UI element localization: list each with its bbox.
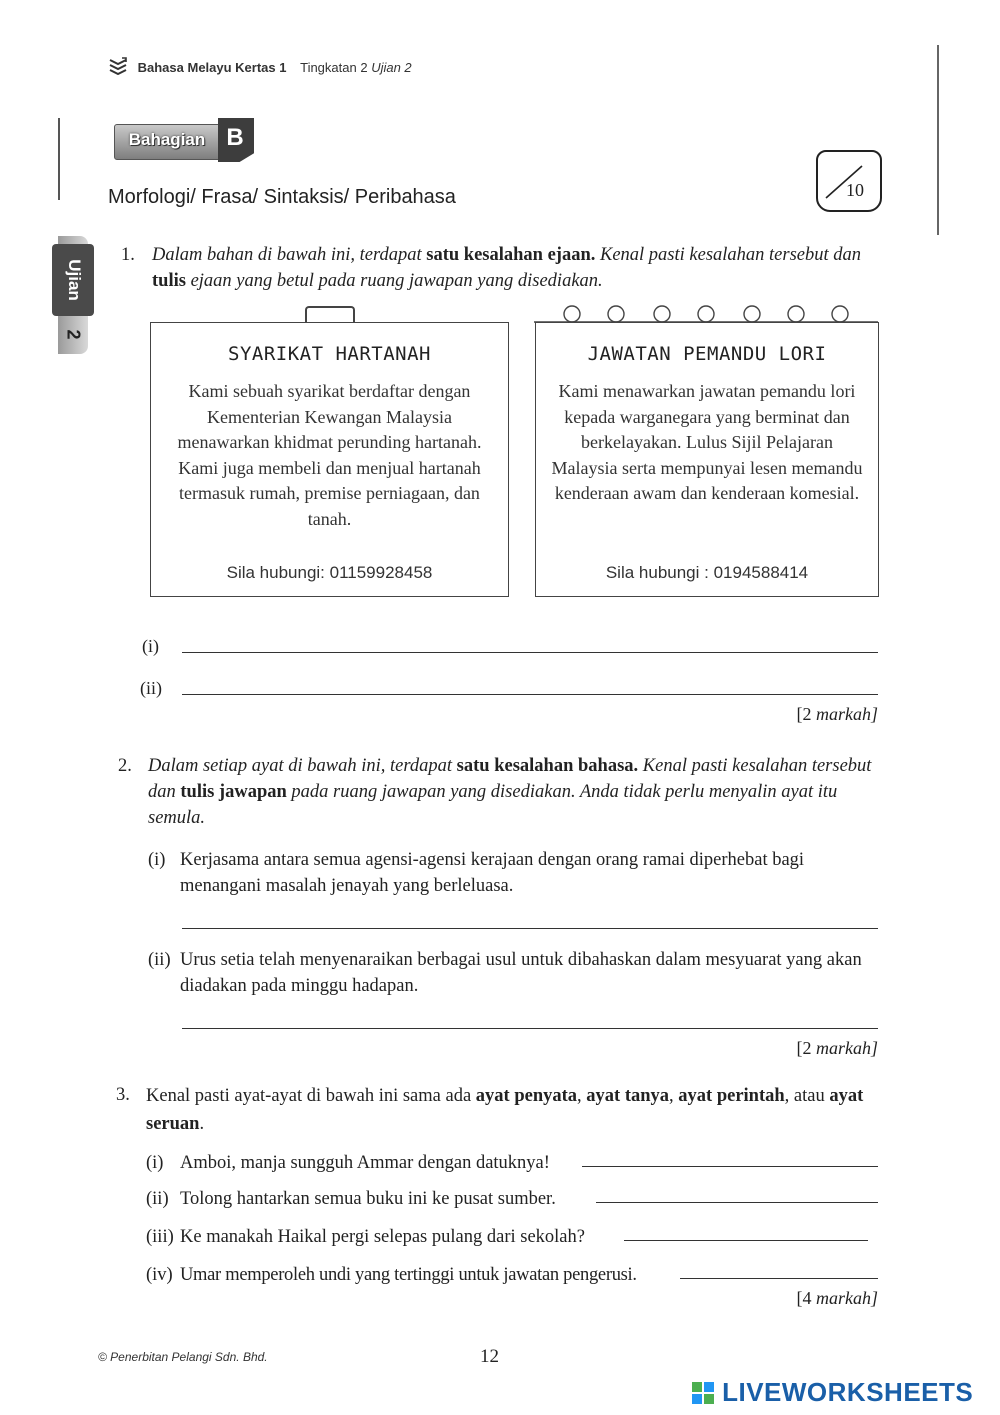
q2-item-label-ii: (ii): [148, 950, 171, 970]
card2-title: JAWATAN PEMANDU LORI: [587, 343, 827, 365]
right-margin-rule: [937, 45, 939, 235]
q3-item-label-ii: (ii): [146, 1189, 169, 1209]
book-icon: [108, 57, 128, 75]
header-test: Ujian 2: [371, 60, 412, 75]
score-box: [816, 150, 882, 212]
liveworksheets-grid-icon: [692, 1382, 714, 1404]
q2-answer-line-i[interactable]: [182, 928, 878, 929]
card2-chain-icon: [534, 304, 878, 324]
section-badge-letter: B: [226, 124, 244, 151]
card-syarikat-hartanah: [150, 322, 509, 597]
header-level: Tingkatan 2: [300, 60, 368, 75]
side-tab-number: 2: [63, 329, 84, 340]
q3-instruction: Kenal pasti ayat-ayat di bawah ini sama ada ayat penyata, ayat tanya, ayat perintah, atau ayat seruan.: [146, 1086, 864, 1134]
q2-marks: [2 markah]: [796, 1038, 878, 1058]
page-header: [108, 57, 412, 75]
q3-item-text-iv: Umar memperoleh undi yang tertinggi untuk jawatan pengerusi.: [180, 1265, 637, 1285]
q3-item-text-iii: Ke manakah Haikal pergi selepas pulang dari sekolah?: [180, 1227, 585, 1247]
liveworksheets-logo: [692, 1377, 973, 1405]
q3-item-text-ii: Tolong hantarkan semua buku ini ke pusat sumber.: [180, 1189, 556, 1209]
card1-contact: Sila hubungi: 01159928458: [226, 563, 433, 582]
q1-answer-line-i[interactable]: [182, 652, 878, 653]
card-jawatan-pemandu-lori: [535, 322, 879, 597]
q2-number: 2.: [118, 756, 132, 776]
q2-item-text-i: Kerjasama antara semua agensi-agensi kerajaan dengan orang ramai diperhebat bagi menangani masalah jenayah yang berleluasa.: [180, 850, 805, 896]
score-total: 10: [846, 180, 864, 200]
q2-item-text-ii: Urus setia telah menyenaraikan berbagai usul untuk dibahaskan dalam mesyuarat yang akan diadakan pada minggu hadapan.: [180, 950, 862, 996]
q1-answer-line-ii[interactable]: [182, 694, 878, 695]
q3-item-label-iii: (iii): [146, 1227, 174, 1247]
q3-number: 3.: [116, 1085, 130, 1105]
section-badge: [110, 118, 260, 164]
liveworksheets-brand: LIVEWORKSHEETS: [722, 1377, 974, 1407]
section-title: Morfologi/ Frasa/ Sintaksis/ Peribahasa: [108, 186, 456, 208]
q3-marks: [4 markah]: [796, 1288, 878, 1308]
q2-answer-line-ii[interactable]: [182, 1028, 878, 1029]
q3-item-text-i: Amboi, manja sungguh Ammar dengan datuknya!: [180, 1153, 550, 1173]
q3-answer-line-iii[interactable]: [624, 1240, 868, 1241]
q3-item-label-i: (i): [146, 1153, 164, 1173]
q3-answer-line-ii[interactable]: [596, 1202, 878, 1203]
page-number: 12: [480, 1346, 499, 1367]
q3-item-label-iv: (iv): [146, 1265, 173, 1285]
q1-answer-label-ii: (ii): [140, 678, 162, 698]
card1-title: SYARIKAT HARTANAH: [228, 343, 431, 365]
card1-body: Kami sebuah syarikat berdaftar dengan Kementerian Kewangan Malaysia menawarkan khidmat perunding hartanah. Kami juga membeli dan menjual hartanah termasuk rumah, premise perniagaan, dan tanah.: [177, 381, 482, 529]
section-badge-word: Bahagian: [128, 130, 206, 149]
side-tab: [58, 236, 88, 354]
q3-answer-line-i[interactable]: [582, 1166, 878, 1167]
q2-item-label-i: (i): [148, 850, 166, 870]
left-margin-rule: [58, 118, 60, 200]
q2-instruction: Dalam setiap ayat di bawah ini, terdapat satu kesalahan bahasa. Kenal pasti kesalahan tersebut dan tulis jawapan pada ruang jawapan yang disediakan. Anda tidak perlu menyalin ayat itu semula.: [148, 756, 872, 828]
side-tab-word-text: Ujian: [65, 259, 84, 301]
card2-body: Kami menawarkan jawatan pemandu lori kepada warganegara yang berminat dan berkelayakan. Lulus Sijil Pelajaran Malaysia serta mempunyai lesen memandu kenderaan awam dan kenderaan komesial.: [551, 381, 863, 503]
q1-answer-label-i: (i): [142, 636, 159, 656]
q1-marks: [2 markah]: [796, 704, 878, 724]
q3-answer-line-iv[interactable]: [680, 1278, 878, 1279]
q1-instruction: Dalam bahan di bawah ini, terdapat satu kesalahan ejaan. Kenal pasti kesalahan tersebut dan tulis ejaan yang betul pada ruang jawapan yang disediakan.: [152, 245, 862, 291]
q1-number: 1.: [121, 245, 135, 265]
footer-publisher: © Penerbitan Pelangi Sdn. Bhd.: [98, 1350, 268, 1364]
header-subject: Bahasa Melayu Kertas 1: [137, 60, 287, 75]
card2-contact: Sila hubungi : 0194588414: [605, 563, 809, 582]
